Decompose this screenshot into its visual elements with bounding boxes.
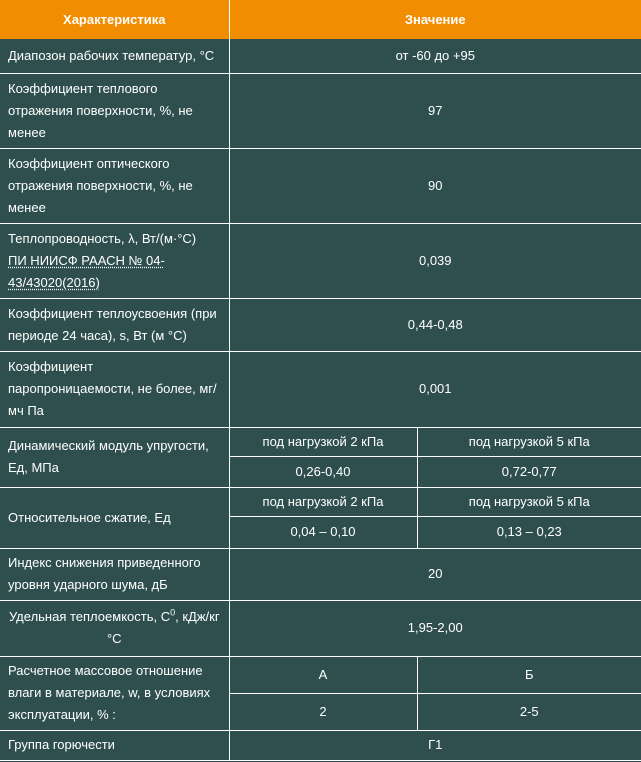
row-label <box>0 223 229 298</box>
row-value: 97 <box>229 73 641 148</box>
row-value: от -60 до +95 <box>229 39 641 73</box>
table-row <box>0 730 641 760</box>
table-row <box>0 351 641 427</box>
standard-link[interactable]: ПИ НИИСФ РААСН № 04-43/43020(2016) <box>8 252 165 290</box>
specific-heat-unit: , кДж/кг °С <box>106 609 220 646</box>
row-label: Коэффициент теплового отражения поверхности, %, не менее <box>0 73 229 148</box>
row-value: 20 <box>229 548 641 600</box>
row-value: 0,44-0,48 <box>229 298 641 351</box>
load-label-2kpa: под нагрузкой 2 кПа <box>229 487 417 516</box>
row-value: 0,039 <box>229 223 641 298</box>
row-value: 1,95-2,00 <box>229 600 641 656</box>
table-row <box>0 427 641 456</box>
row-value: Г1 <box>229 730 641 760</box>
table-row <box>0 298 641 351</box>
table-row <box>0 39 641 73</box>
value-2kpa: 0,26-0,40 <box>229 456 417 487</box>
table-row <box>0 656 641 693</box>
table-row <box>0 548 641 600</box>
table-row <box>0 223 641 298</box>
value-5kpa: 0,13 – 0,23 <box>417 516 641 548</box>
value-5kpa: 0,72-0,77 <box>417 456 641 487</box>
row-label: Диапозон рабочих температур, °С <box>0 39 229 73</box>
row-label: Относительное сжатие, Ед <box>0 487 229 548</box>
row-label: Динамический модуль упругости, Ед, МПа <box>0 427 229 487</box>
table-row <box>0 148 641 223</box>
row-label: Расчетное массовое отношение влаги в материале, w, в условиях эксплуатации, % : <box>0 656 229 730</box>
table-row <box>0 600 641 656</box>
specific-heat-sup: 0 <box>170 607 176 618</box>
row-value: 0,001 <box>229 351 641 427</box>
row-label: Коэффициент оптического отражения поверхности, %, не менее <box>0 148 229 223</box>
table-header-row <box>0 0 641 39</box>
specific-heat-label: Удельная теплоемкость, С <box>8 609 171 624</box>
header-value: Значение <box>229 0 641 39</box>
load-label-5kpa: под нагрузкой 5 кПа <box>417 427 641 456</box>
condition-b: Б <box>417 656 641 693</box>
condition-a: А <box>229 656 417 693</box>
load-label-2kpa: под нагрузкой 2 кПа <box>229 427 417 456</box>
value-2kpa: 0,04 – 0,10 <box>229 516 417 548</box>
row-label: Коэффициент паропроницаемости, не более, мг/мч Па <box>0 351 229 427</box>
load-label-5kpa: под нагрузкой 5 кПа <box>417 487 641 516</box>
value-b: 2-5 <box>417 693 641 730</box>
row-label: Коэффициент теплоусвоения (при периоде 24 часа), s, Вт (м °С) <box>0 298 229 351</box>
row-label: Индекс снижения приведенного уровня ударного шума, дБ <box>0 548 229 600</box>
row-label: Группа горючести <box>0 730 229 760</box>
row-label <box>0 600 229 656</box>
value-a: 2 <box>229 693 417 730</box>
conductivity-label: Теплопроводность, λ, Вт/(м·°С) <box>8 230 197 246</box>
row-value: 90 <box>229 148 641 223</box>
header-characteristic: Характеристика <box>0 0 229 39</box>
table-row <box>0 73 641 148</box>
table-row <box>0 487 641 516</box>
